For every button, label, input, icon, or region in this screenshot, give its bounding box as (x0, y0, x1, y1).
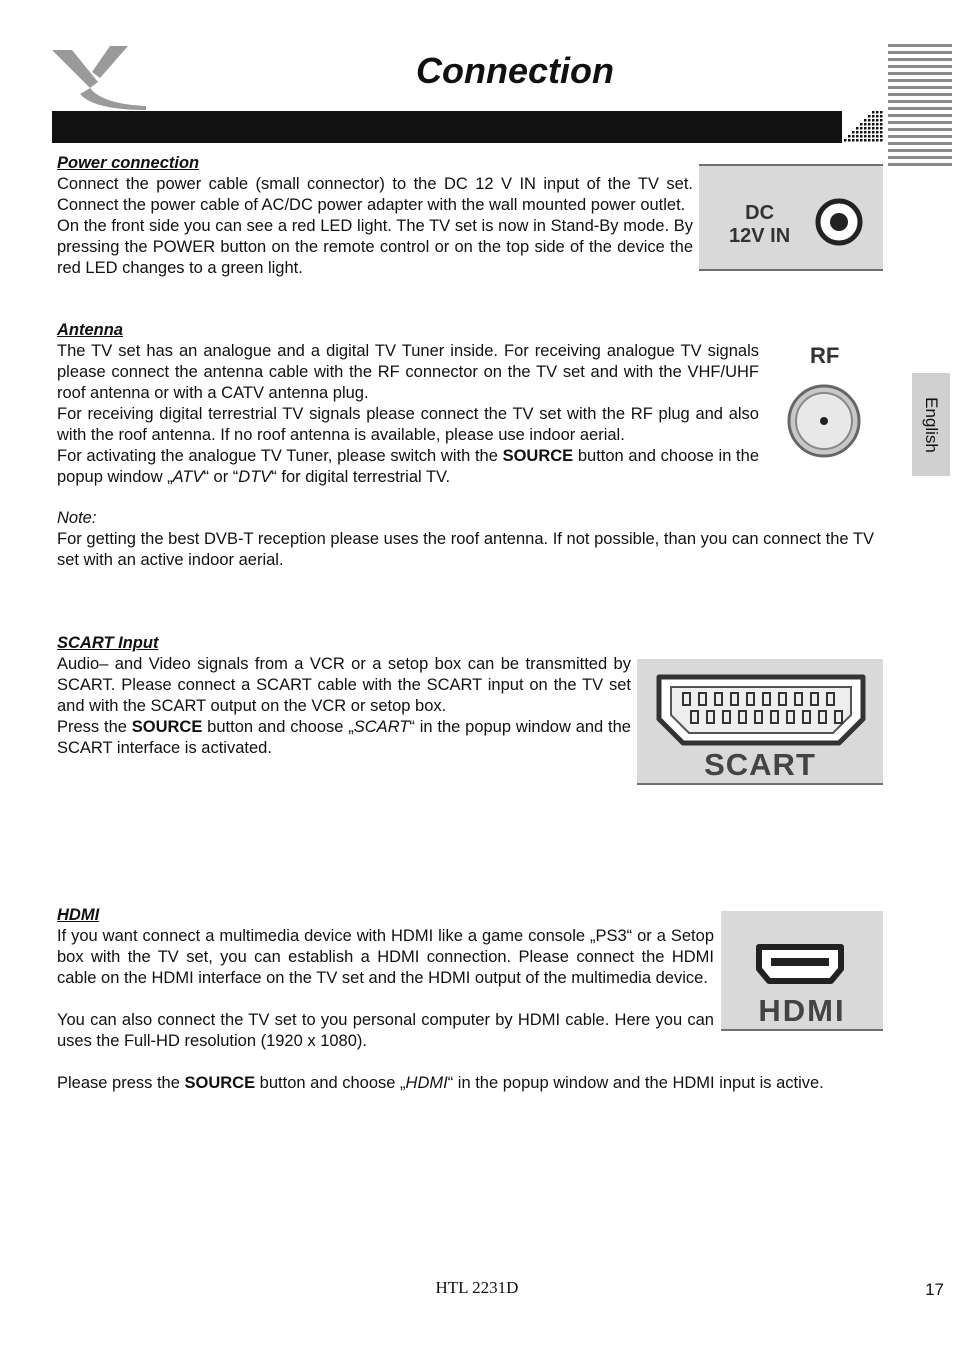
antenna-paragraph-1: The TV set has an analogue and a digital TV Tuner inside. For receiving analogue TV signals please connect the antenna cable with the RF connector on the TV set and with the VHF/UHF roof antenna or with a CATV antenna plug. (57, 342, 759, 402)
scart-paragraph-2: Press the SOURCE button and choose „SCART“ in the popup window and the SCART interface is activated. (57, 718, 631, 757)
rf-socket-icon (786, 383, 862, 459)
scart-socket-icon (653, 671, 869, 749)
section-heading-hdmi: HDMI (57, 906, 100, 924)
antenna-paragraph-3: For activating the analogue TV Tuner, please switch with the SOURCE button and choose in the popup window „ATV“ or “DTV“ for digital terrestrial TV. (57, 447, 759, 486)
dc-jack-icon (815, 198, 863, 246)
section-note (57, 508, 874, 571)
power-paragraph-2: On the front side you can see a red LED light. The TV set is now in Stand-By mode. By pressing the POWER button on the remote control or on the top side of the device the red LED changes to a green light. (57, 217, 693, 277)
section-heading-power: Power connection (57, 154, 200, 172)
section-antenna (57, 320, 759, 488)
footer-model-name: HTL 2231D (435, 1278, 519, 1297)
scart-paragraph-1: Audio– and Video signals from a VCR or a setop box can be transmitted by SCART. Please connect a SCART cable with the SCART input on the TV set and with the SCART output on the VCR or setop box. (57, 655, 631, 715)
language-tab-label: English (922, 396, 941, 453)
hdmi-connector-image (721, 911, 883, 1031)
rf-label: RF (810, 343, 840, 368)
hdmi-paragraph-1: If you want connect a multimedia device with HDMI like a game console „PS3“ or a Setop box with the TV set, you can establish a HDMI connection. Please connect the HDMI cable on the HDMI interface on the TV set and the HDMI output of the multimedia device. (57, 927, 714, 987)
hdmi-paragraph-3: Please press the SOURCE button and choose „HDMI“ in the popup window and the HDMI input is active. (57, 1074, 824, 1092)
section-power (57, 153, 693, 279)
antenna-paragraph-2: For receiving digital terrestrial TV signals please connect the TV set with the RF plug and also with the roof antenna. If no roof antenna is available, please use indoor aerial. (57, 405, 759, 444)
brand-logo-x-icon (50, 44, 150, 110)
note-text: For getting the best DVB-T reception please uses the roof antenna. If not possible, than you can connect the TV set with an active indoor aerial. (57, 530, 874, 569)
title-bar (52, 111, 842, 143)
scart-label: SCART (704, 747, 816, 782)
page-title: Connection (416, 50, 614, 91)
dc-connector-image (699, 164, 883, 271)
page-number: 17 (925, 1280, 944, 1299)
hdmi-paragraph-2: You can also connect the TV set to you personal computer by HDMI cable. Here you can uses the Full-HD resolution (1920 x 1080). (57, 1011, 714, 1050)
dc-label-line1: DC (745, 202, 775, 224)
section-heading-antenna: Antenna (57, 321, 123, 339)
rf-connector-image (784, 343, 864, 461)
side-stripes-decoration (888, 44, 952, 174)
dc-label-line2: 12V IN (729, 225, 791, 247)
scart-connector-image (637, 659, 883, 785)
power-paragraph-1: Connect the power cable (small connector) to the DC 12 V IN input of the TV set. Connect the power cable of AC/DC power adapter with the wall mounted power outlet. (57, 175, 693, 214)
section-scart (57, 633, 631, 759)
hdmi-label: HDMI (758, 993, 846, 1028)
language-tab (912, 373, 950, 476)
section-heading-scart: SCART Input (57, 634, 159, 652)
title-bar-dot-pattern (840, 111, 884, 143)
note-label: Note: (57, 509, 97, 527)
hdmi-socket-icon (755, 943, 845, 985)
